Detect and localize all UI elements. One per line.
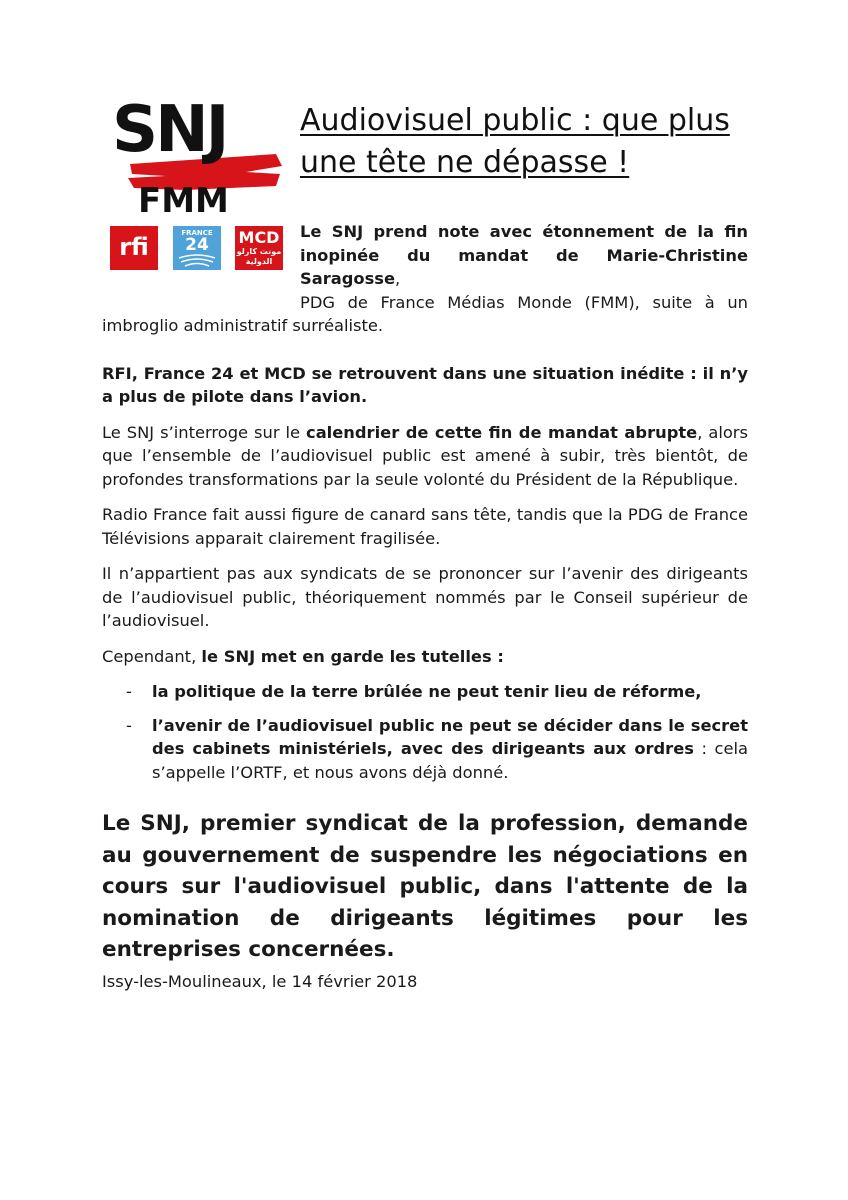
- list-item: [102, 714, 748, 785]
- list-bullet: -: [126, 682, 132, 701]
- list-bullet: -: [126, 715, 132, 735]
- list-item-text: la politique de la terre brûlée ne peut tenir lieu de réforme,: [152, 682, 702, 701]
- intro-line-4: imbroglio administratif surréaliste.: [102, 316, 384, 335]
- paragraph-calendar-end: , alors que l’ensemble de l’audiovisuel public est amené à subir, très bientôt, de profondes transformations par la seule volonté du Président de la République.: [102, 422, 748, 489]
- paragraph-warning-bold: le SNJ met en garde les tutelles :: [201, 646, 504, 666]
- dateline: Issy-les-Moulineaux, le 14 février 2018: [102, 972, 418, 991]
- paragraph-radio-france: Radio France fait aussi figure de canard sans tête, tandis que la PDG de France Télévisions apparait clairement fragilisée.: [102, 505, 748, 548]
- intro-line-1: Le SNJ prend note avec étonnement de la fin: [300, 222, 748, 241]
- intro-line-2-tail: ,: [395, 269, 401, 288]
- warning-list: [102, 680, 748, 784]
- france24-logo-top: FRANCE: [181, 229, 213, 237]
- list-item-text: l’avenir de l’audiovisuel public ne peut se décider dans le secret des cabinets ministériels, avec des dirigeants aux ordres: [152, 715, 748, 758]
- intro-line-2: inopinée du mandat de Marie-Christine Saragosse: [300, 245, 748, 288]
- paragraph-warning: [102, 645, 748, 669]
- paragraph-warning-start: Cependant,: [102, 646, 202, 666]
- intro-paragraph: [102, 220, 748, 338]
- mcd-logo-text: MCD: [238, 228, 280, 247]
- logo-snj-text: SNJ: [112, 93, 227, 167]
- paragraph-calendar: [102, 421, 748, 492]
- paragraph-unions: Il n’appartient pas aux syndicats de se prononcer sur l’avenir des dirigeants de l’audiovisuel public, théoriquement nommés par le Conseil supérieur de l’audiovisuel.: [102, 564, 748, 630]
- rfi-logo-text: rfi: [119, 233, 149, 261]
- france24-logo-number: 24: [185, 235, 209, 255]
- paragraph-no-pilot-text: RFI, France 24 et MCD se retrouvent dans une situation inédite : il n’y a plus de pilote dans l’avion.: [102, 363, 748, 406]
- list-item: [102, 680, 748, 704]
- mcd-logo-arabic: مونت كارلو الدولية: [236, 247, 282, 266]
- logo-fmm-text: FMM: [138, 181, 229, 221]
- page-title: [300, 100, 750, 184]
- paragraph-no-pilot: [102, 362, 748, 409]
- body-text: [102, 220, 748, 796]
- title-line-1: Audiovisuel public : que plus: [300, 103, 730, 138]
- paragraph-calendar-bold: calendrier de cette fin de mandat abrupte: [306, 422, 698, 442]
- intro-line-3: PDG de France Médias Monde (FMM), suite à un: [300, 292, 748, 312]
- conclusion-statement: Le SNJ, premier syndicat de la profession, demande au gouvernement de suspendre les négociations en cours sur l'audiovisuel public, dans l'attente de la nomination de dirigeants légitimes pour les entreprises concernées.: [102, 811, 748, 962]
- title-line-2: une tête ne dépasse !: [300, 145, 630, 180]
- paragraph-calendar-start: Le SNJ s’interroge sur le: [102, 422, 307, 442]
- list-item-tail: : cela s’appelle l’ORTF, et nous avons déjà donné.: [152, 739, 748, 782]
